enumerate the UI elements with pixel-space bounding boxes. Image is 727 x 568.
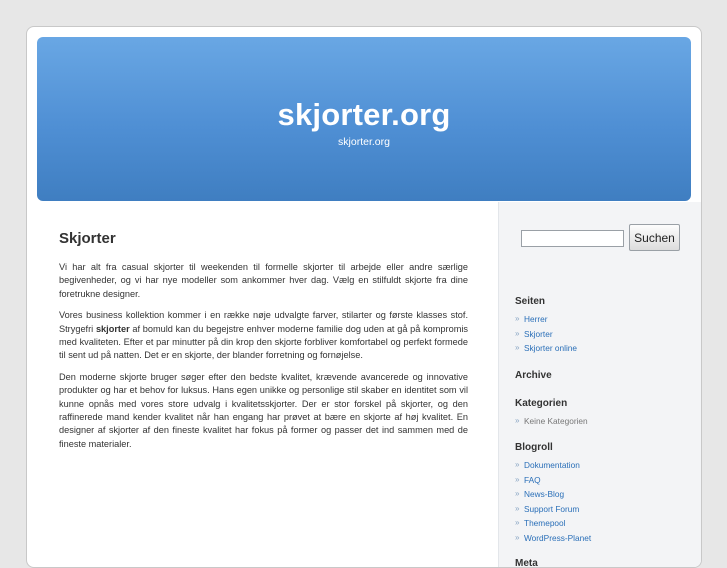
paragraph-2-text-end: af bomuld kan du begejstre enhver moderne familie dog uden at gå på kompromis med kvaliteten. Efter et par minutter på din krop den skjorte forbliver komfortabel og perfekt formede til sent ud på natten. Det er en skjorte, der blander forretning og fornøjelse. [59,323,468,361]
sidebar-item-themepool[interactable] [515,516,695,531]
seiten-list [515,312,695,356]
sidebar-item-keine-kategorien [515,414,695,429]
main-content [59,230,468,451]
sidebar-item-skjorter-online[interactable] [515,341,695,356]
widget-heading-seiten: Seiten [515,296,546,307]
sidebar-item-dokumentation[interactable] [515,458,695,473]
sidebar-item-wordpress-planet[interactable] [515,531,695,546]
widget-archive [515,370,695,381]
page-container [26,26,702,568]
sidebar-item-faq[interactable] [515,473,695,488]
sidebar-item-label[interactable]: Skjorter online [524,343,578,354]
widget-heading-archive: Archive [515,370,552,381]
sidebar-item-label[interactable]: News-Blog [524,489,565,500]
bullet-icon: » [515,416,520,425]
widget-seiten [515,296,695,356]
sidebar-item-support-forum[interactable] [515,502,695,517]
post-title[interactable]: Skjorter [59,230,116,247]
bullet-icon: » [515,489,520,499]
widget-kategorien [515,398,695,429]
bullet-icon: » [515,328,520,338]
sidebar-item-label[interactable]: Support Forum [524,503,580,514]
site-header [37,37,691,201]
sidebar-item-label[interactable]: Dokumentation [524,460,580,470]
sidebar-item-label[interactable]: WordPress-Planet [524,532,592,543]
sidebar-item-label: Keine Kategorien [524,416,588,426]
site-title[interactable]: skjorter.org [277,97,451,132]
widget-heading-kategorien: Kategorien [515,398,568,409]
bullet-icon: » [515,460,520,469]
post-paragraph-1: Vi har alt fra casual skjorter til weekenden til formelle skjorter til arbejde eller andre særlige begivenheder, og vi har nye modeller som ankommer hver dag. Vælg en stilfuldt skjorte fra dine foretrukne designer. [59,262,468,299]
blogroll-list [515,458,695,546]
sidebar-item-label[interactable]: FAQ [524,474,541,485]
sidebar-item-label[interactable]: Herrer [524,314,548,324]
sidebar [498,202,702,568]
bold-keyword: skjorter [95,323,130,334]
widget-blogroll [515,442,695,546]
bullet-icon: » [515,532,520,542]
bullet-icon: » [515,518,520,528]
widget-meta [515,558,695,568]
sidebar-item-herrer[interactable] [515,312,695,327]
widget-heading-blogroll: Blogroll [515,442,553,453]
bullet-icon: » [515,474,520,484]
kategorien-list [515,414,695,429]
sidebar-item-news-blog[interactable] [515,487,695,502]
search-input[interactable] [521,230,624,247]
bullet-icon: » [515,343,520,353]
sidebar-item-skjorter[interactable] [515,327,695,342]
sidebar-item-label[interactable]: Skjorter [524,328,553,339]
post-paragraph-2 [59,309,468,363]
post-paragraph-3: Den moderne skjorte bruger søger efter den bedste kvalitet, krævende avancerede og innovative produkter og har et behov for luksus. Hans egen unikke og personlige stil skaber en identitet som vil kunne opnås med vores store udvalg i kvalitetsskjorter. Der er stor forskel på skjorter, og den raffinerede mand kender kvalitet når han engang har prøvet at bære en skjorte af høj kvalitet. En designer af skjorter af den fineste kvalitet har fokus på former og passer det ind sammen med de fineste materialer. [59,371,468,449]
site-description: skjorter.org [338,136,390,148]
bullet-icon: » [515,503,520,513]
sidebar-item-label[interactable]: Themepool [524,518,566,529]
paragraph-2-text-start: Vores business kollektion kommer i en række nøje udvalgte farver, stilarter og første klasses stof. Strygefri [59,310,468,334]
widget-heading-meta: Meta [515,558,538,568]
bullet-icon: » [515,314,520,323]
search-button[interactable]: Suchen [629,224,680,251]
